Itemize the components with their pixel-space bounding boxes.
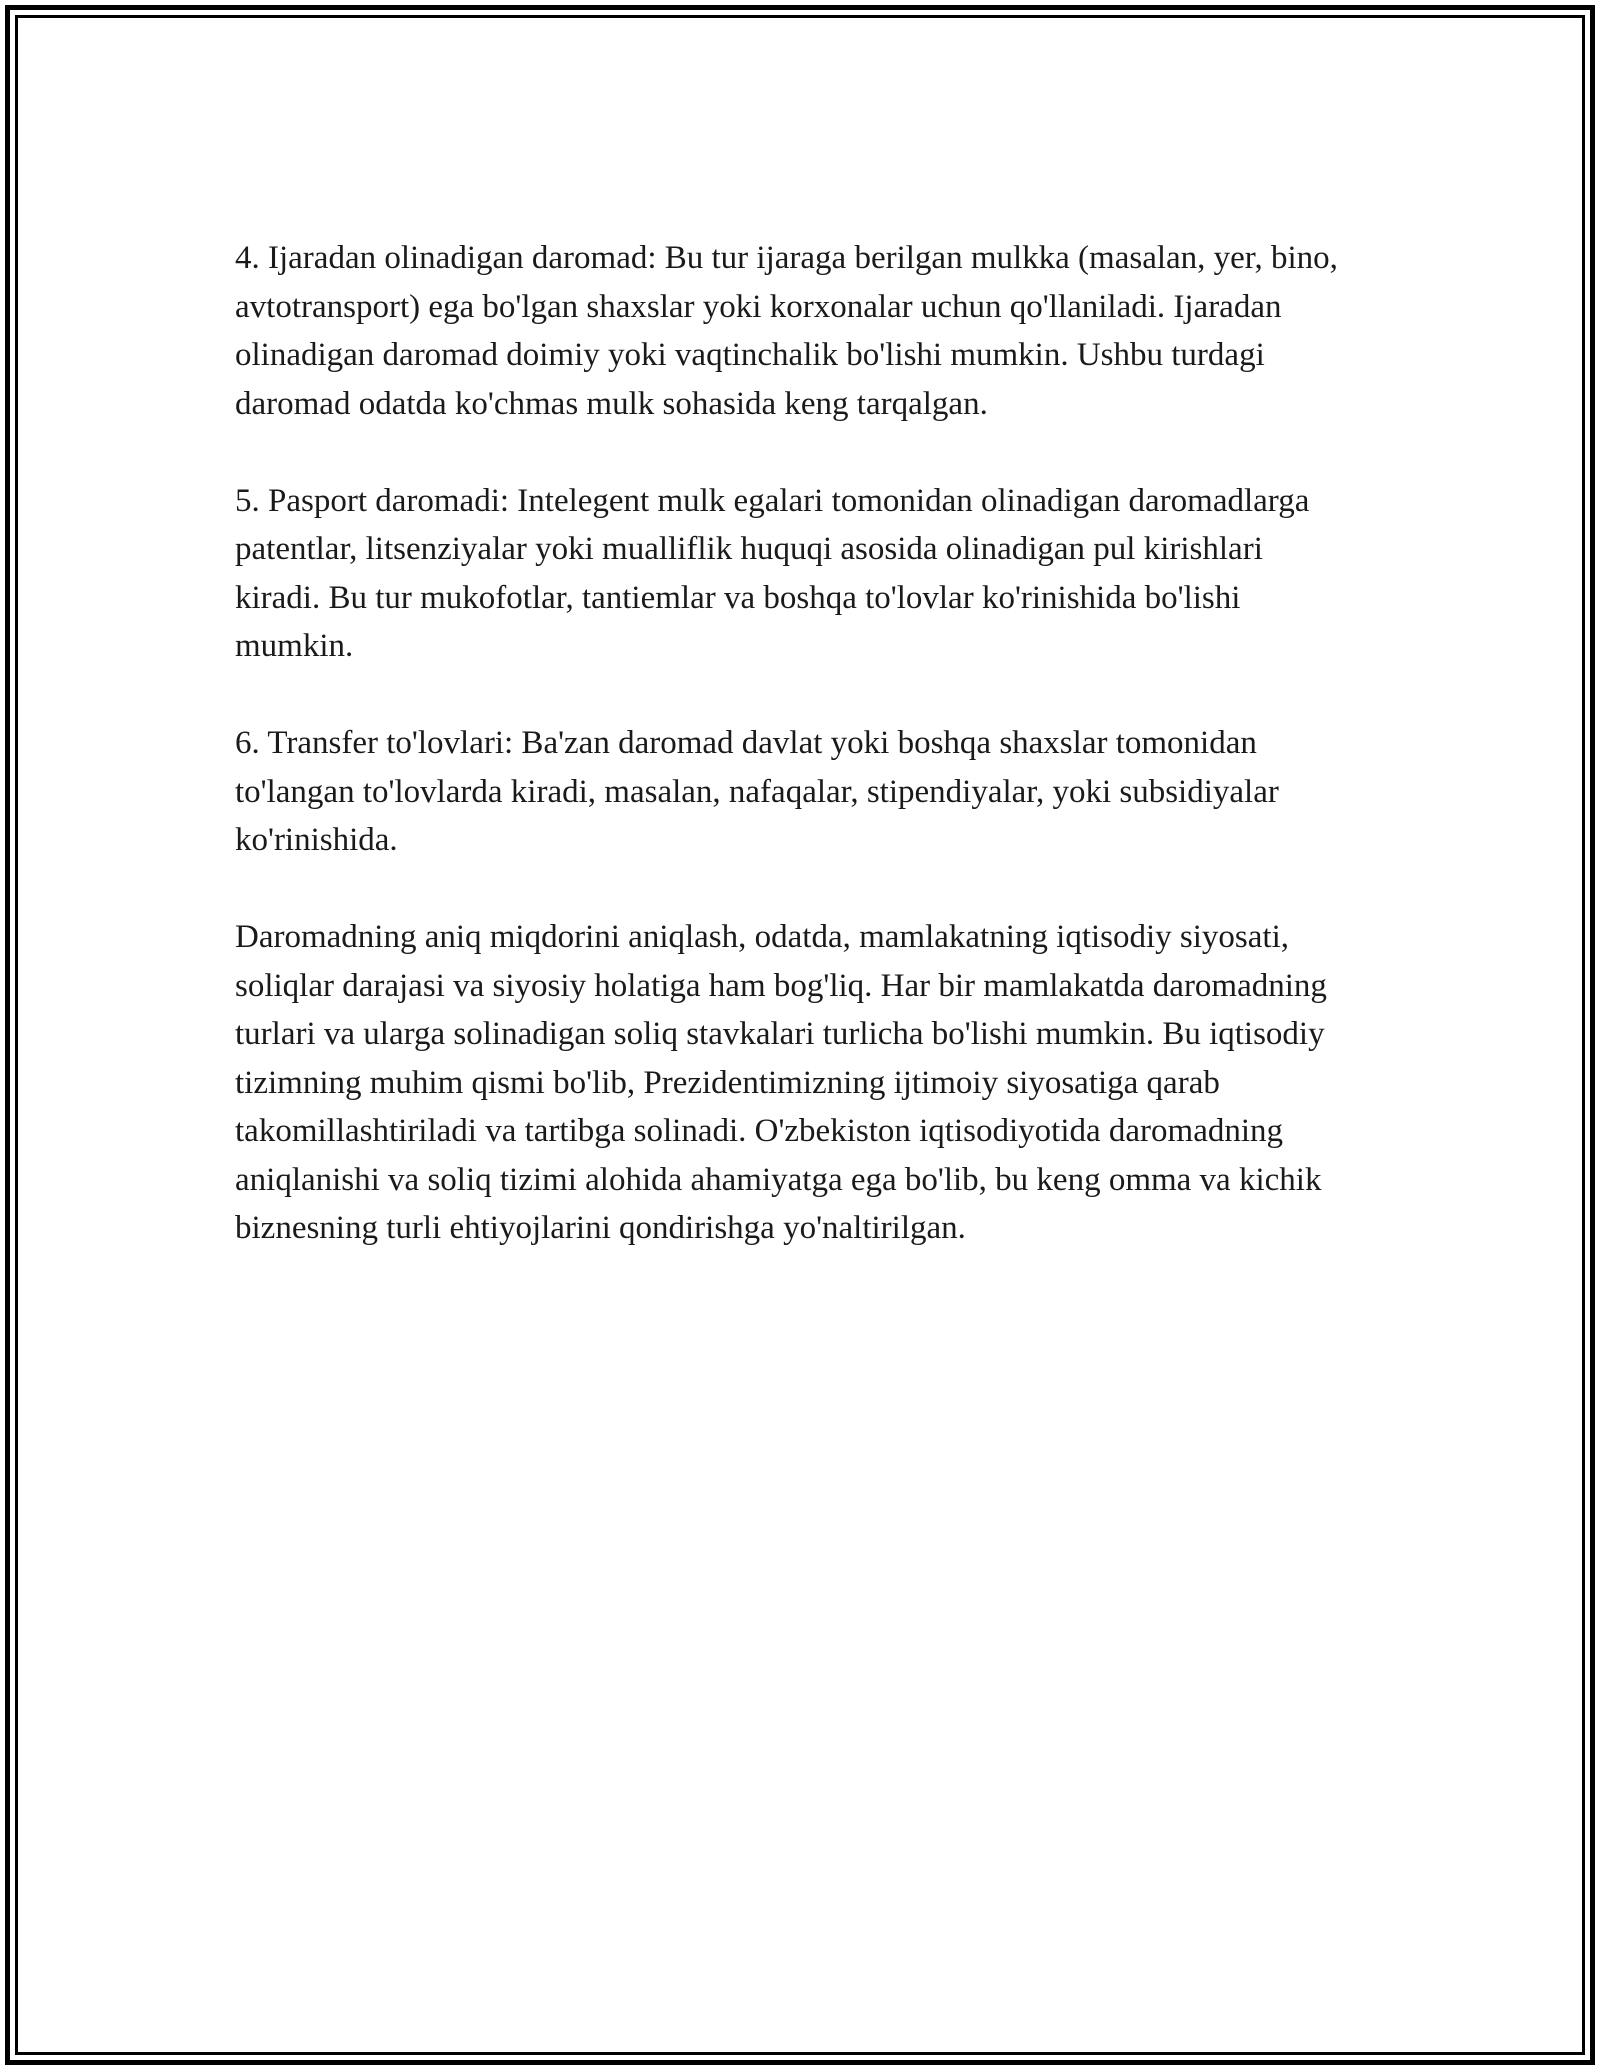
paragraph-transfer-tolovlari: 6. Transfer to'lovlari: Ba'zan daromad davlat yoki boshqa shaxslar tomonidan to'langan to'lovlarda kiradi, masalan, nafaqalar, stipendiyalar, yoki subsidiyalar ko'rinishida. [235, 725, 1279, 858]
paragraph-pasport-daromadi: 5. Pasport daromadi: Intelegent mulk egalari tomonidan olinadigan daromadlarga patentlar, litsenziyalar yoki mualliflik huquqi asosida olinadigan pul kirishlari kiradi. Bu tur mukofotlar, tantiemlar va boshqa to'lovlar ko'rinishida bo'lishi mumkin. [235, 482, 1310, 664]
document-body [235, 234, 1355, 1301]
paragraph-conclusion: Daromadning aniq miqdorini aniqlash, odatda, mamlakatning iqtisodiy siyosati, soliqlar darajasi va siyosiy holatiga ham bog'liq. Har bir mamlakatda daromadning turlari va ularga solinadigan soliq stavkalari turlicha bo'lishi mumkin. Bu iqtisodiy tizimning muhim qismi bo'lib, Prezidentimizning ijtimoiy siyosatiga qarab takomillashtiriladi va tartibga solinadi. O'zbekiston iqtisodiyotida daromadning aniqlanishi va soliq tizimi alohida ahamiyatga ega bo'lib, bu keng omma va kichik biznesning turli ehtiyojlarini qondirishga yo'naltirilgan. [235, 919, 1327, 1246]
paragraph-ijara-daromad: 4. Ijaradan olinadigan daromad: Bu tur ijaraga berilgan mulkka (masalan, yer, bino, avtotransport) ega bo'lgan shaxslar yoki korxonalar uchun qo'llaniladi. Ijaradan olinadigan daromad doimiy yoki vaqtinchalik bo'lishi mumkin. Ushbu turdagi daromad odatda ko'chmas mulk sohasida keng tarqalgan. [235, 240, 1338, 422]
